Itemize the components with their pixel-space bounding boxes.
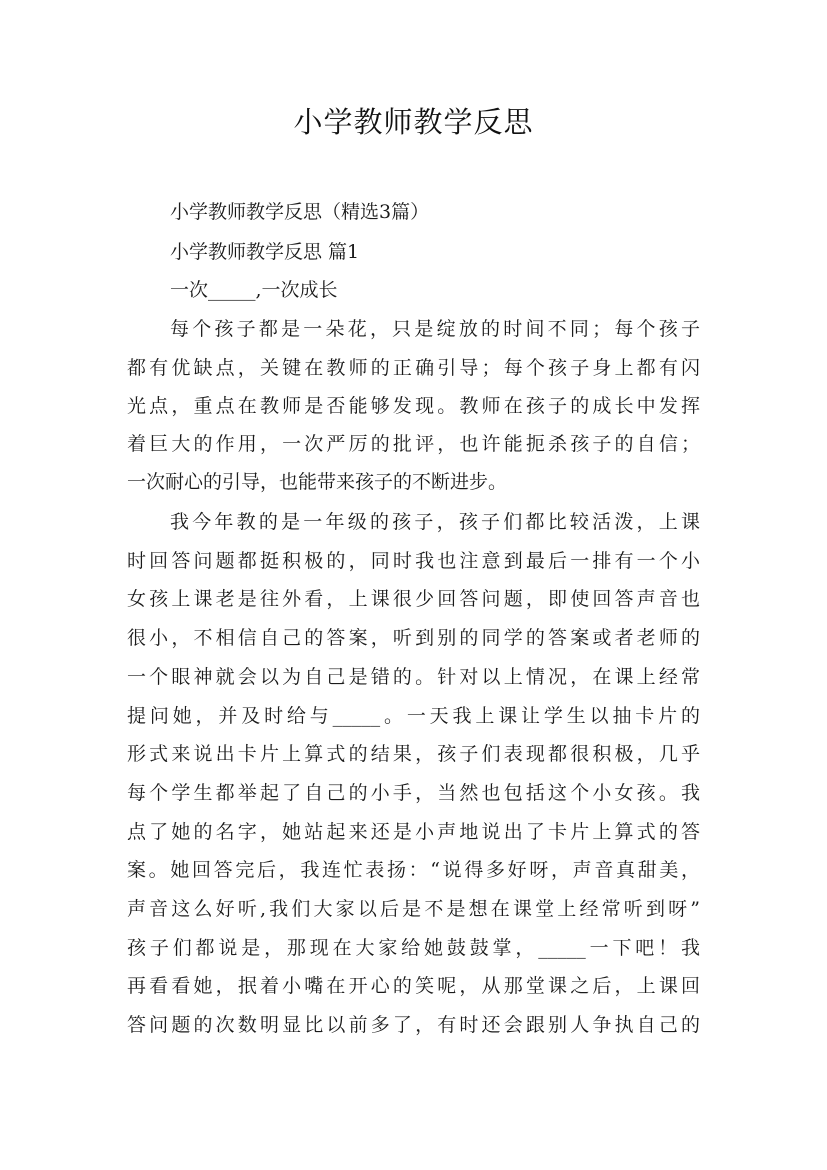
text-line: 每个学生都举起了自己的小手，当然也包括这个小女孩。我	[127, 782, 700, 804]
document-title: 小学教师教学反思	[293, 105, 534, 139]
text-line: 孩子们都说是，那现在大家给她鼓鼓掌，_____一下吧！我	[127, 937, 700, 959]
text-line: 每个孩子都是一朵花，只是绽放的时间不同；每个孩子	[170, 318, 700, 340]
text-line: 光点，重点在教师是否能够发现。教师在孩子的成长中发挥	[127, 395, 700, 417]
text-line: 小学教师教学反思（精选3篇）	[170, 201, 430, 223]
text-line: 再看看她，抿着小嘴在开心的笑呢，从那堂课之后，上课回	[127, 975, 700, 997]
text-line: 声音这么好听,我们大家以后是不是想在课堂上经常听到呀”	[127, 898, 700, 920]
text-line: 一次耐心的引导，也能带来孩子的不断进步。	[127, 471, 508, 493]
text-line: 形式来说出卡片上算式的结果，孩子们表现都很积极，几乎	[127, 743, 700, 765]
text-line: 女孩上课老是往外看，上课很少回答问题，即使回答声音也	[127, 588, 700, 610]
text-line: 小学教师教学反思 篇1	[170, 241, 360, 263]
text-line: 着巨大的作用，一次严厉的批评，也许能扼杀孩子的自信；	[127, 433, 700, 455]
text-line: 我今年教的是一年级的孩子，孩子们都比较活泼，上课	[170, 511, 700, 533]
text-line: 很小，不相信自己的答案，听到别的同学的答案或者老师的	[127, 627, 700, 649]
text-line: 案。她回答完后，我连忙表扬：“说得多好呀，声音真甜美，	[127, 859, 700, 881]
text-line: 一次_____,一次成长	[170, 279, 338, 301]
text-line: 答问题的次数明显比以前多了，有时还会跟别人争执自己的	[127, 1014, 700, 1036]
text-line: 一个眼神就会以为自己是错的。针对以上情况，在课上经常	[127, 666, 700, 688]
text-line: 提问她，并及时给与_____。一天我上课让学生以抽卡片的	[127, 705, 700, 727]
text-line: 点了她的名字，她站起来还是小声地说出了卡片上算式的答	[127, 821, 700, 843]
text-line: 都有优缺点，关键在教师的正确引导；每个孩子身上都有闪	[127, 357, 700, 379]
text-line: 时回答问题都挺积极的，同时我也注意到最后一排有一个小	[127, 550, 700, 572]
